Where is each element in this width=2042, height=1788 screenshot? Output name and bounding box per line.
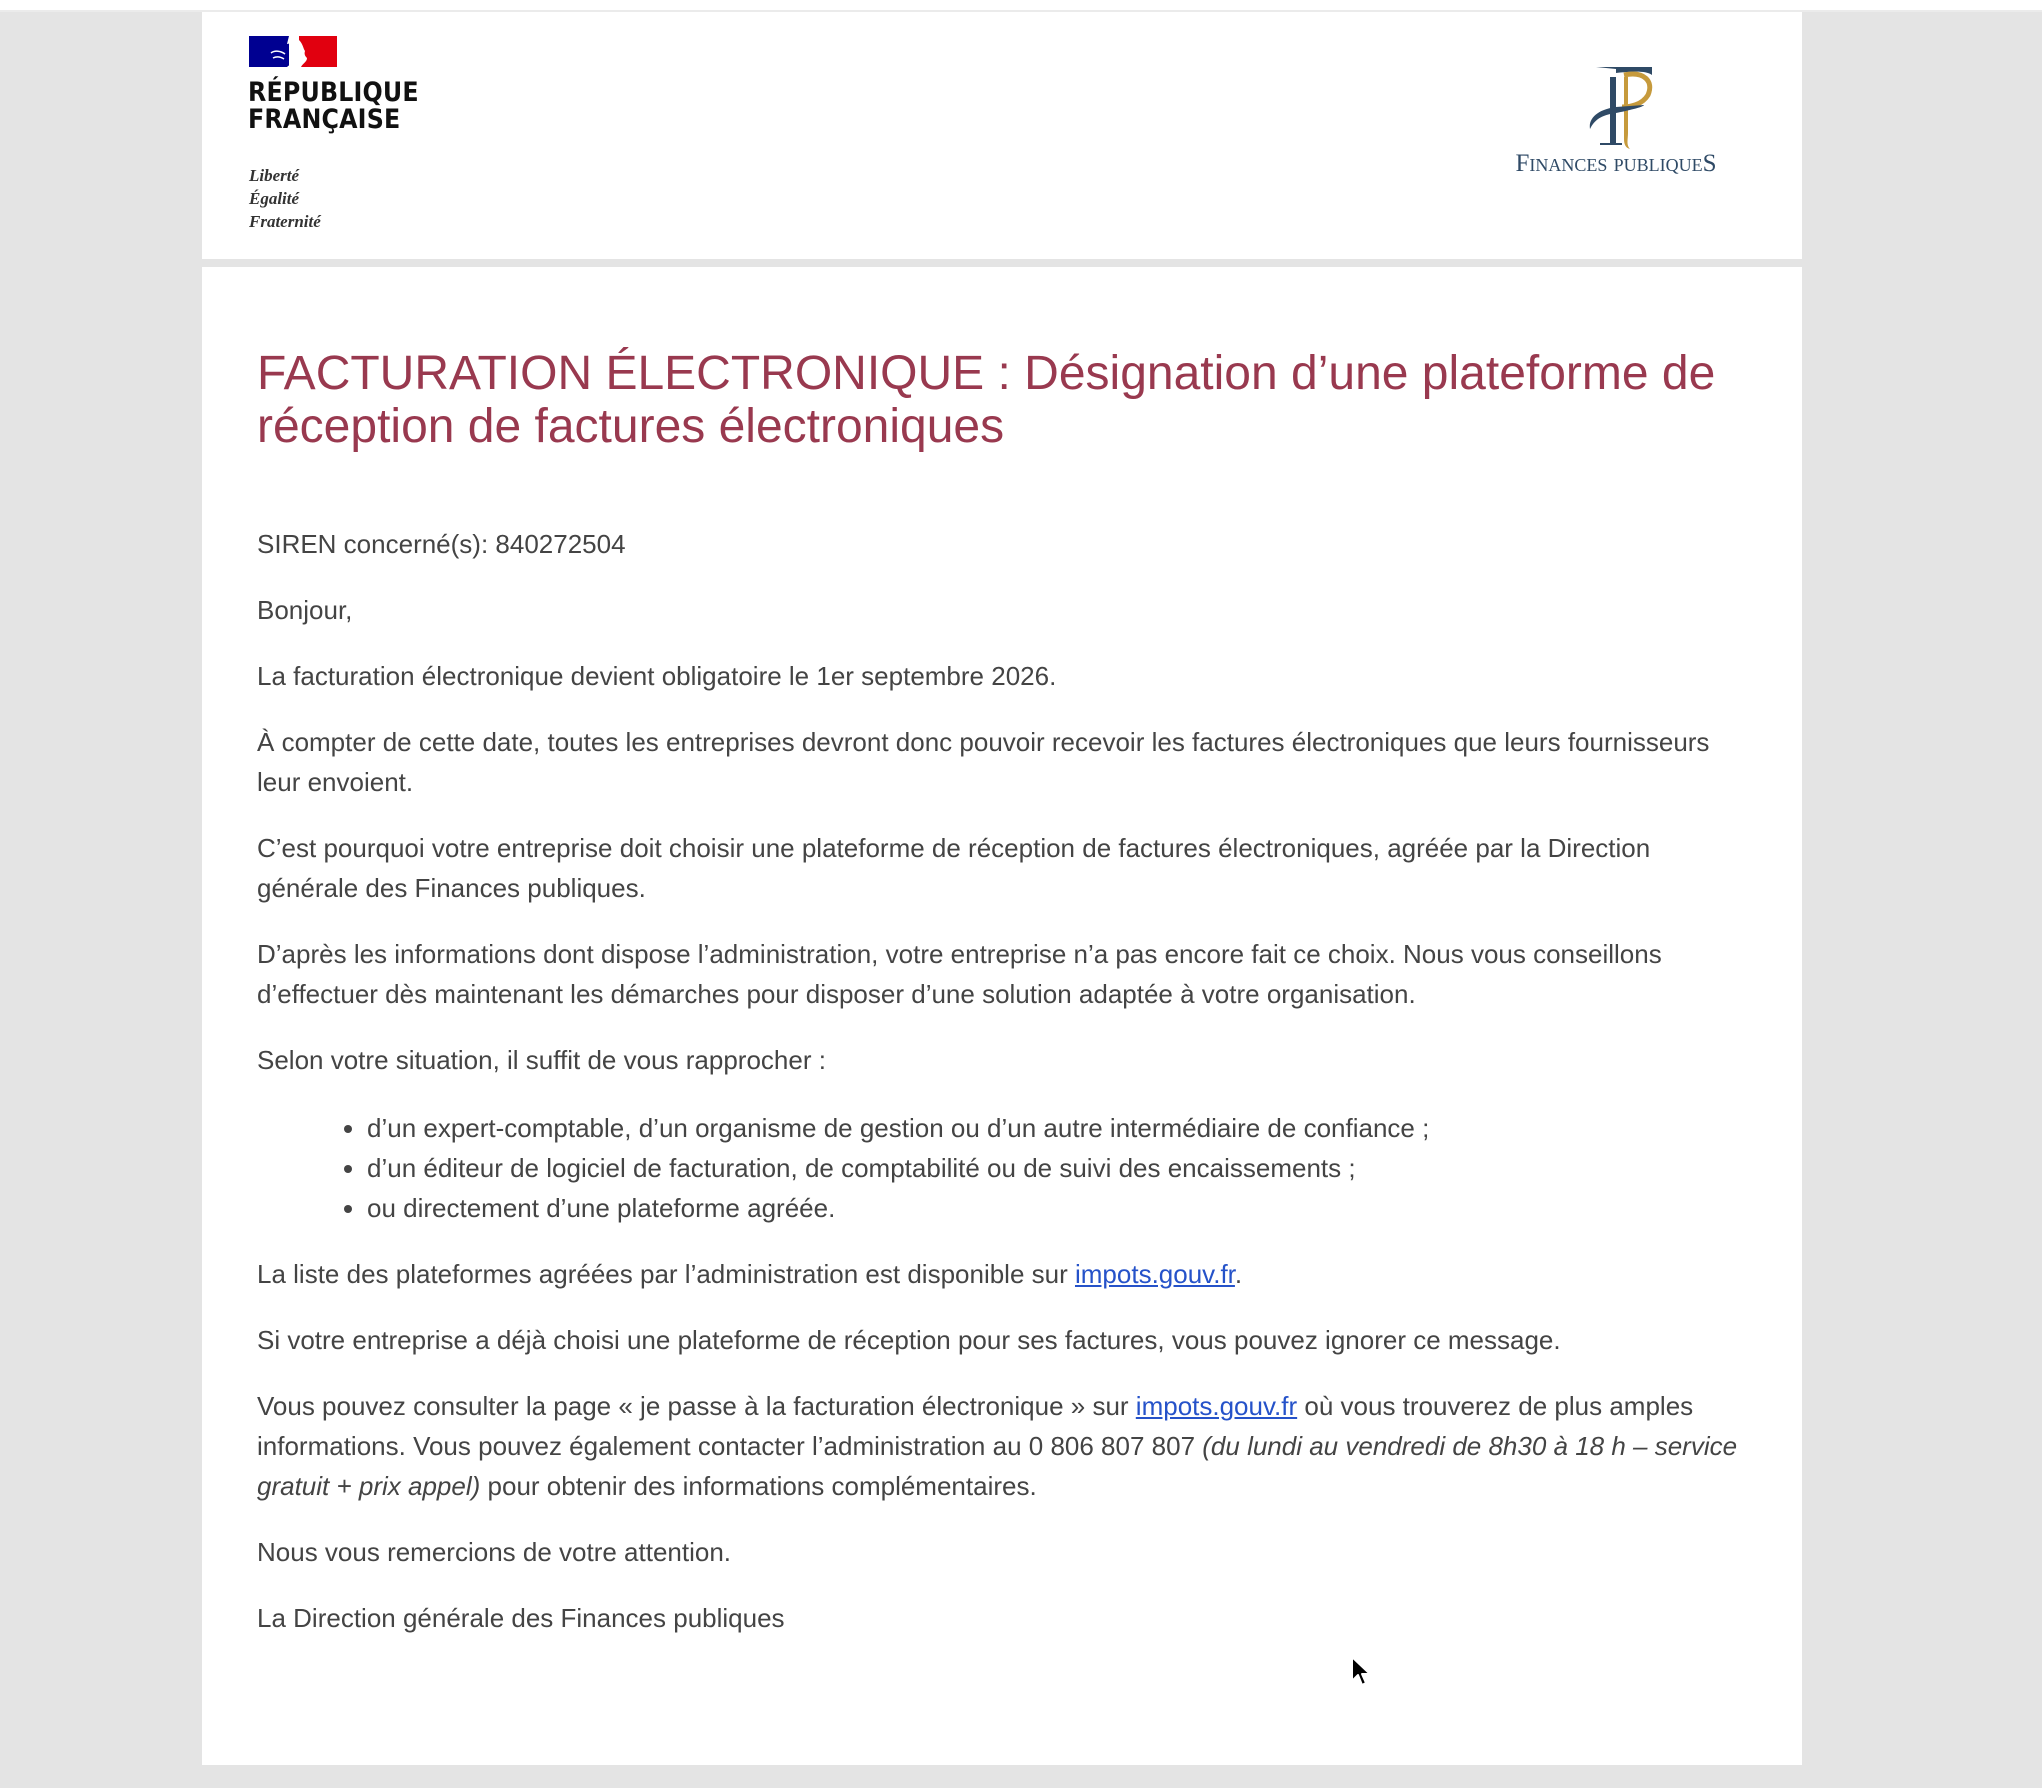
message-title: FACTURATION ÉLECTRONIQUE : Désignation d’une plateforme de réception de factures électroniques — [257, 347, 1716, 453]
list-item: • d’un éditeur de logiciel de facturation, de comptabilité ou de suivi des encaissements ; — [367, 1148, 1749, 1188]
siren-value: 840272504 — [495, 529, 626, 559]
contact-text-1: Vous pouvez consulter la page « je passe à la facturation électronique » sur — [257, 1391, 1136, 1421]
options-list — [257, 1108, 1749, 1228]
paragraph-contact — [257, 1386, 1749, 1506]
siren-label: SIREN concerné(s): — [257, 529, 496, 559]
rf-motto — [249, 164, 321, 233]
motto-liberte: Liberté — [249, 166, 300, 185]
period: . — [1234, 1259, 1243, 1289]
marianne-flag-icon — [249, 36, 337, 67]
message-content — [257, 347, 1749, 1664]
email-body — [202, 267, 1802, 1765]
platform-list-text: La liste des plateformes agréées par l’administration est disponible sur — [257, 1259, 1075, 1289]
contact-text-3: pour obtenir des informations complémentaires. — [480, 1471, 1037, 1501]
finances-publiques-logo — [1487, 62, 1745, 192]
list-item: • ou directement d’une plateforme agréée. — [367, 1188, 1749, 1228]
impots-link[interactable]: impots.gouv.fr — [1074, 1259, 1235, 1289]
paragraph-thanks: Nous vous remercions de votre attention. — [257, 1537, 732, 1567]
mouse-cursor-icon — [1350, 1655, 1372, 1689]
fp-monogram-icon — [1586, 65, 1654, 149]
rf-title-line1: RÉPUBLIQUE — [248, 77, 419, 108]
contact-text-2: où vous trouverez de plus amples informations. Vous pouvez également contacter l’administration au 0 806 807 807 — [257, 1391, 1694, 1461]
paragraph-not-yet-chosen: D’après les informations dont dispose l’administration, votre entreprise n’a pas encore fait ce choix. Nous vous conseillons d’effectuer dès maintenant les démarches pour disposer d’une solution adaptée à votre organisation. — [257, 939, 1662, 1009]
rf-title — [248, 79, 419, 133]
siren-line — [257, 524, 1749, 564]
rf-title-line2: FRANÇAISE — [248, 104, 401, 135]
paragraph-deadline: La facturation électronique devient obligatoire le 1er septembre 2026. — [257, 661, 1057, 691]
paragraph-choose-platform: C’est pourquoi votre entreprise doit choisir une plateforme de réception de factures électroniques, agréée par la Direction générale des Finances publiques. — [257, 833, 1651, 903]
motto-egalite: Égalité — [249, 189, 300, 208]
paragraph-obligation: À compter de cette date, toutes les entreprises devront donc pouvoir recevoir les factures électroniques que leurs fournisseurs leur envoient. — [257, 727, 1710, 797]
paragraph-platform-list — [257, 1254, 1749, 1294]
greeting: Bonjour, — [257, 595, 353, 625]
paragraph-approach: Selon votre situation, il suffit de vous rapprocher : — [257, 1045, 826, 1075]
fp-name: Finances publiqueS — [1515, 150, 1717, 177]
republique-francaise-logo — [249, 36, 469, 236]
email-header — [202, 12, 1802, 259]
paragraph-ignore: Si votre entreprise a déjà choisi une plateforme de réception pour ses factures, vous pouvez ignorer ce message. — [257, 1325, 1561, 1355]
contact-hours: (du lundi au vendredi de 8h30 à 18 h – service gratuit + prix appel) — [257, 1431, 1738, 1501]
impots-link-2[interactable]: impots.gouv.fr — [1135, 1391, 1298, 1421]
list-item: • d’un expert-comptable, d’un organisme de gestion ou d’un autre intermédiaire de confiance ; — [367, 1108, 1749, 1148]
signature: La Direction générale des Finances publiques — [257, 1603, 785, 1633]
motto-fraternite: Fraternité — [249, 212, 321, 231]
top-strip — [0, 0, 2042, 12]
